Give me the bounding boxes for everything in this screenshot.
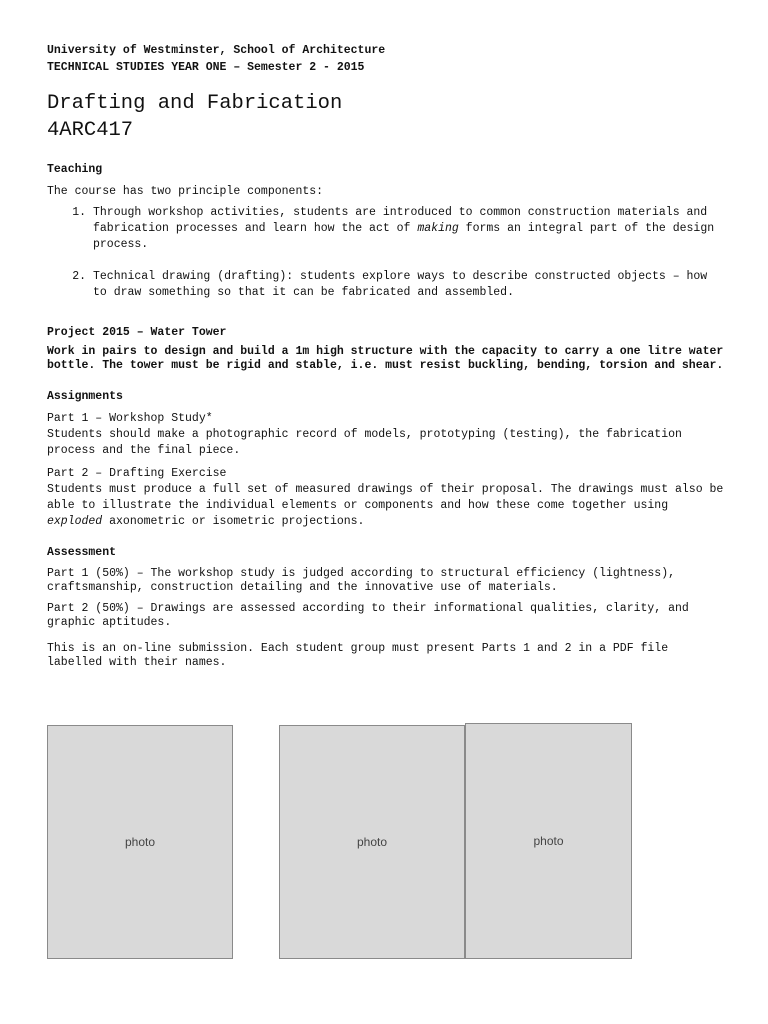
item1-emphasis: making	[417, 222, 459, 235]
document-title	[47, 90, 727, 144]
part2-emphasis: exploded	[47, 515, 103, 528]
components-list	[47, 205, 727, 301]
assessment-part2: Part 2 (50%) – Drawings are assessed according to their informational qualities, clarity, and graphic aptitudes.	[47, 602, 689, 629]
assessment-part1: Part 1 (50%) – The workshop study is judged according to structural efficiency (lightness), craftsmanship, construction detailing and the innovative use of materials.	[47, 567, 676, 594]
assignments-heading: Assignments	[47, 390, 123, 403]
title-line-1: Drafting and Fabrication	[47, 92, 343, 115]
teaching-intro: The course has two principle components:	[47, 185, 324, 198]
project-heading: Project 2015 – Water Tower	[47, 326, 227, 339]
components-list-item	[93, 205, 727, 253]
part2-description	[47, 482, 727, 530]
part1-title: Part 1 – Workshop Study*	[47, 412, 213, 425]
item1-text-end: forms an integral part of the design process.	[93, 222, 715, 251]
teaching-heading: Teaching	[47, 163, 103, 176]
submission-note: This is an on-line submission. Each student group must present Parts 1 and 2 in a PDF file labelled with their names.	[47, 642, 669, 669]
part1-description: Students should make a photographic record of models, prototyping (testing), the fabrication process and the final piece.	[47, 428, 682, 457]
item1-text: Through workshop activities, students are introduced to common construction materials and fabrication processes and learn how the act of	[93, 206, 708, 235]
part2-text: Students must produce a full set of measured drawings of their proposal. The drawings must also be able to illustrate the individual elements or components and how these come together using	[47, 483, 724, 512]
water-tower-photo-2	[279, 725, 465, 959]
project-brief: Work in pairs to design and build a 1m high structure with the capacity to carry a one litre water bottle. The tower must be rigid and stable, i.e. must resist buckling, bending, torsion and shear.	[47, 345, 724, 372]
document-body	[47, 42, 727, 670]
part2-text-end: axonometric or isometric projections.	[102, 515, 365, 528]
photo-placeholder-label: photo	[356, 835, 388, 849]
title-line-2: 4ARC417	[47, 119, 134, 142]
institution-line: University of Westminster, School of Architecture	[47, 44, 386, 57]
components-list-item: 2. Technical drawing (drafting): students explore ways to describe constructed objects – how to draw something so that it can be fabricated and assembled.	[93, 269, 727, 301]
photo-placeholder-label: photo	[533, 834, 564, 848]
assessment-heading: Assessment	[47, 546, 117, 559]
water-tower-photo-1	[47, 725, 233, 959]
photo-placeholder-label: photo	[124, 835, 156, 849]
part2-title: Part 2 – Drafting Exercise	[47, 467, 227, 480]
water-tower-photo-3	[465, 723, 632, 959]
course-semester-line: TECHNICAL STUDIES YEAR ONE – Semester 2 - 2015	[47, 61, 365, 74]
